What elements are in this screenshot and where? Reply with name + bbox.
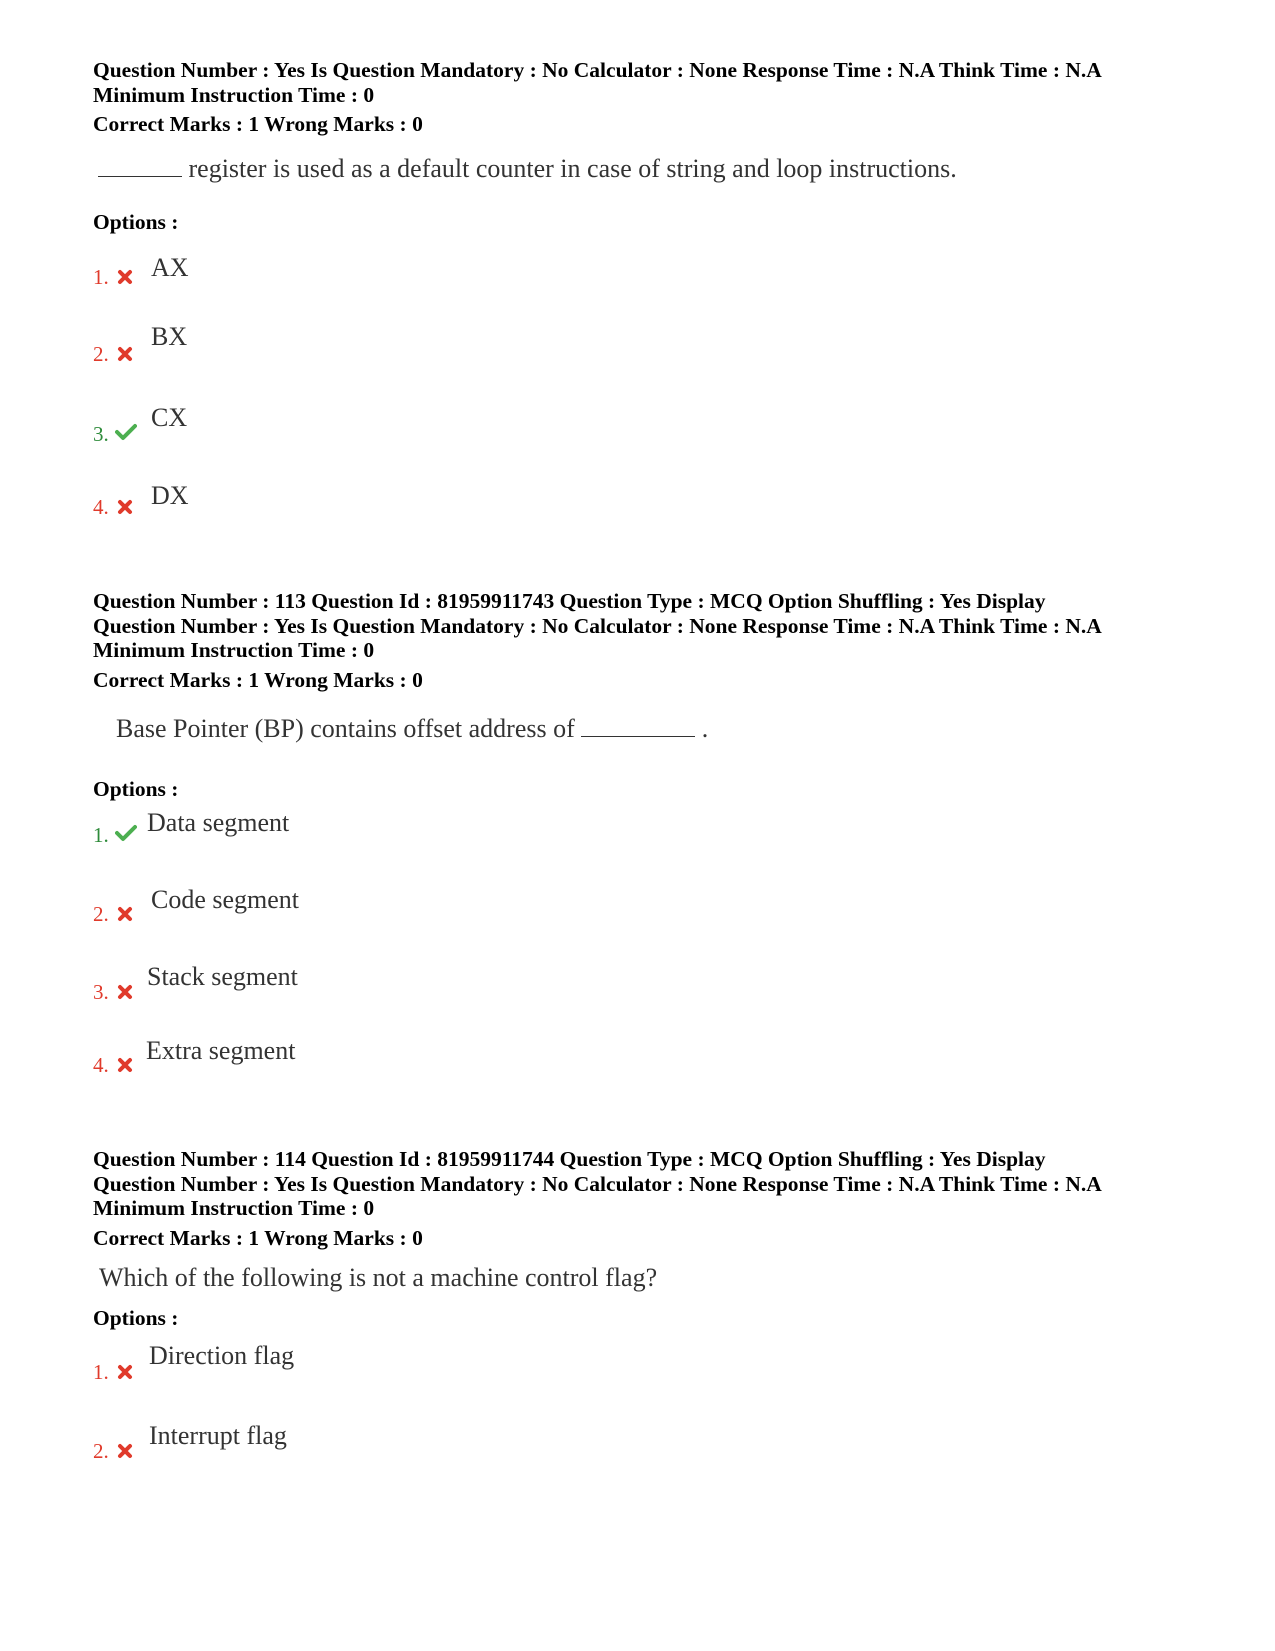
q1-option-4-number: 4. — [93, 495, 109, 519]
q3-meta-line-1: Question Number : 114 Question Id : 81959911744 Question Type : MCQ Option Shuffling : Yes Display — [93, 1147, 1046, 1171]
q2-options-label: Options : — [93, 777, 179, 801]
q1-blank — [98, 175, 182, 177]
q3-meta-line-3: Minimum Instruction Time : 0 — [93, 1196, 375, 1220]
q1-marks: Correct Marks : 1 Wrong Marks : 0 — [93, 112, 423, 136]
q1-stem-text: register is used as a default counter in case of string and loop instructions. — [188, 154, 957, 183]
q2-option-4-text[interactable]: Extra segment — [146, 1036, 296, 1065]
q3-stem — [99, 1263, 657, 1293]
q2-stem-text: Base Pointer (BP) contains offset address of — [116, 714, 575, 743]
q2-blank — [581, 735, 695, 737]
q2-marks: Correct Marks : 1 Wrong Marks : 0 — [93, 668, 423, 692]
q1-option-4-text[interactable]: DX — [151, 481, 189, 510]
q2-option-2-number: 2. — [93, 902, 109, 926]
q3-option-2-text[interactable]: Interrupt flag — [149, 1421, 287, 1450]
cross-icon — [116, 1363, 134, 1381]
check-icon — [115, 423, 137, 441]
q1-option-2-number: 2. — [93, 342, 109, 366]
q3-option-1-text[interactable]: Direction flag — [149, 1341, 295, 1370]
q2-option-3-number: 3. — [93, 980, 109, 1004]
cross-icon — [116, 1442, 134, 1460]
check-icon — [115, 824, 137, 842]
q3-marks: Correct Marks : 1 Wrong Marks : 0 — [93, 1226, 423, 1250]
cross-icon — [116, 905, 134, 923]
q1-option-2-text[interactable]: BX — [151, 322, 188, 351]
q1-stem — [98, 154, 957, 184]
q1-option-3-number: 3. — [93, 422, 109, 446]
q2-option-1-text[interactable]: Data segment — [147, 808, 290, 837]
q2-option-1-number: 1. — [93, 823, 109, 847]
q1-option-1-text[interactable]: AX — [151, 253, 189, 282]
cross-icon — [116, 1056, 134, 1074]
q2-meta-line-1: Question Number : 113 Question Id : 81959911743 Question Type : MCQ Option Shuffling : Yes Display — [93, 589, 1046, 613]
cross-icon — [116, 498, 134, 516]
q1-option-1-number: 1. — [93, 265, 109, 289]
q2-stem-end: . — [701, 714, 709, 743]
q3-option-2-number: 2. — [93, 1439, 109, 1463]
q3-meta-line-2: Question Number : Yes Is Question Mandatory : No Calculator : None Response Time : N.A Think Time : N.A — [93, 1172, 1102, 1196]
cross-icon — [116, 983, 134, 1001]
q1-option-3-text[interactable]: CX — [151, 403, 188, 432]
q3-stem-text: Which of the following is not a machine control flag? — [99, 1263, 658, 1292]
q2-option-3-text[interactable]: Stack segment — [147, 962, 298, 991]
q3-option-1-number: 1. — [93, 1360, 109, 1384]
q1-meta-line-1: Question Number : Yes Is Question Mandatory : No Calculator : None Response Time : N.A Think Time : N.A — [93, 58, 1102, 82]
q3-options-label: Options : — [93, 1306, 179, 1330]
q2-meta-line-3: Minimum Instruction Time : 0 — [93, 638, 375, 662]
q2-option-2-text[interactable]: Code segment — [151, 885, 300, 914]
cross-icon — [116, 345, 134, 363]
q2-option-4-number: 4. — [93, 1053, 109, 1077]
q2-stem — [116, 714, 708, 744]
cross-icon — [116, 268, 134, 286]
q1-meta-line-2: Minimum Instruction Time : 0 — [93, 83, 375, 107]
q2-meta-line-2: Question Number : Yes Is Question Mandatory : No Calculator : None Response Time : N.A Think Time : N.A — [93, 614, 1102, 638]
q1-options-label: Options : — [93, 210, 179, 234]
